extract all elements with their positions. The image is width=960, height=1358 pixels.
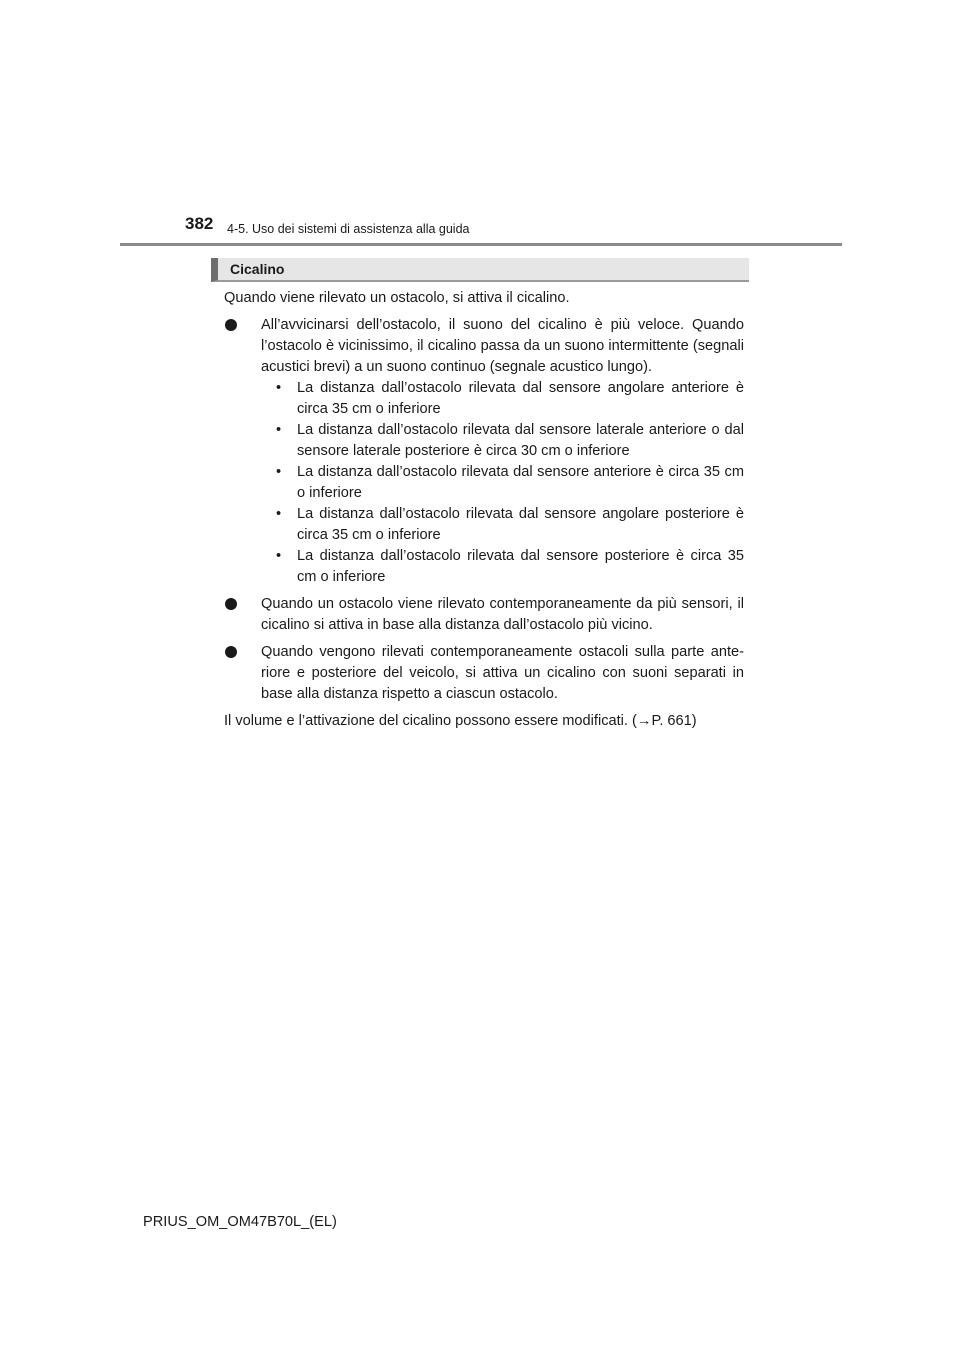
bullet-item <box>224 315 744 588</box>
sub-item-text: La distanza dall’ostacolo rilevata dal sensore posteriore è circa 35 cm o inferiore <box>297 548 744 585</box>
chapter-title: 4-5. Uso dei sistemi di assistenza alla guida <box>227 222 470 236</box>
sub-bullet-icon: • <box>276 380 282 396</box>
section-body <box>224 288 744 738</box>
bullet-text: Quando vengono rilevati contemporaneamente ostacoli sulla parte ante-riore e posteriore del veicolo, si attiva un cicalino con suoni separati in base alla distanza rispetto a ciascun ostacolo. <box>261 644 744 702</box>
sub-list-item <box>261 420 744 462</box>
sub-list-item <box>261 378 744 420</box>
bullet-dot-icon <box>225 598 237 610</box>
section-header <box>211 258 749 282</box>
sub-list-item <box>261 546 744 588</box>
sub-list-item <box>261 462 744 504</box>
sub-item-text: La distanza dall’ostacolo rilevata dal sensore angolare posteriore è circa 35 cm o inferiore <box>297 506 744 543</box>
footer-manual-code: PRIUS_OM_OM47B70L_(EL) <box>143 1214 337 1230</box>
sub-bullet-icon: • <box>276 464 282 480</box>
bullet-text: All’avvicinarsi dell’ostacolo, il suono del cicalino è più veloce. Quando l’ostacolo è vicinissimo, il cicalino passa da un suono intermittente (segnali acustici brevi) a un suono continuo (segnale acustico lungo). <box>261 317 744 375</box>
bullet-item <box>224 594 744 636</box>
section-title: Cicalino <box>230 261 285 277</box>
sub-list <box>261 378 744 588</box>
bullet-dot-icon <box>225 319 237 331</box>
sub-list-item <box>261 504 744 546</box>
bullet-text: Quando un ostacolo viene rilevato contemporaneamente da più sensori, il cicalino si attiva in base alla distanza dall’ostacolo più vicino. <box>261 596 744 633</box>
sub-bullet-icon: • <box>276 548 282 564</box>
sub-item-text: La distanza dall’ostacolo rilevata dal sensore angolare anteriore è circa 35 cm o inferiore <box>297 380 744 417</box>
intro-paragraph: Quando viene rilevato un ostacolo, si attiva il cicalino. <box>224 290 570 306</box>
page-number: 382 <box>185 214 214 233</box>
sub-item-text: La distanza dall’ostacolo rilevata dal sensore laterale anteriore o dal sensore laterale posteriore è circa 30 cm o inferiore <box>297 422 744 459</box>
sub-item-text: La distanza dall’ostacolo rilevata dal sensore anteriore è circa 35 cm o inferiore <box>297 464 744 501</box>
header-divider <box>120 243 842 246</box>
closing-paragraph: Il volume e l’attivazione del cicalino possono essere modificati. (→P. 661) <box>224 713 697 729</box>
sub-bullet-icon: • <box>276 422 282 438</box>
bullet-item <box>224 642 744 705</box>
bullet-dot-icon <box>225 646 237 658</box>
sub-bullet-icon: • <box>276 506 282 522</box>
